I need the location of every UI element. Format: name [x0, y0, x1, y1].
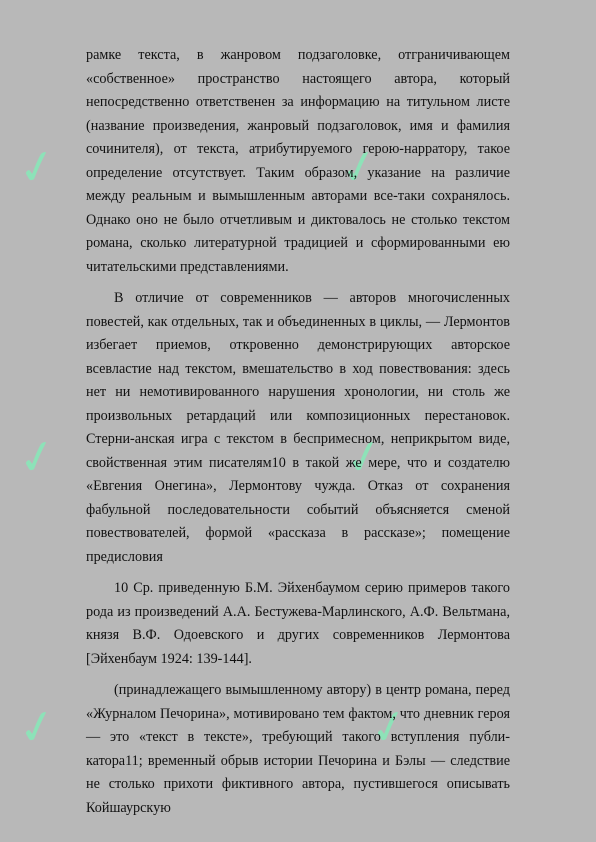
paragraph: (принадлежащего вымышленному автору) в центр романа, перед «Журналом Печорина», мотивировано тем фактом, что дневник героя — это «текст в тексте», требующий такого вступления публи-катора11; временный обрыв истории Печорина и Бэлы — следствие не столько прихоти фиктивного автора, пустившегося описывать Койшаурскую — [86, 682, 510, 816]
paragraph-continuation: рамке текста, в жанровом подзаголовке, отграничивающем «собственное» пространство настоящего автора, который непосредственно ответственен за информацию на титульном листе (название произведения, жанровый подзаголовок, имя и фамилия сочинителя), от текста, атрибутируемого герою-нарратору, такое определение отсутствует. Таким образом, указание на различие между реальным и вымышленным авторами все-таки сохранялось. Однако оно не было отчетливым и диктовалось не столько текстом романа, сколько литературной традицией и сформированными ею читательскими представлениями. — [86, 47, 510, 275]
watermark-mark: ✓ — [339, 426, 389, 488]
watermark-mark: ✓ — [364, 696, 414, 758]
body-text — [86, 44, 510, 820]
watermark-mark: ✓ — [334, 136, 384, 198]
watermark-mark: ✓ — [12, 426, 62, 488]
paragraph: В отличие от современников — авторов многочисленных повестей, как отдельных, так и объединенных в циклы, — Лермонтов избегает приемов, откровенно демонстрирующих авторское всевластие над текстом, вмешательство в ход повествования: здесь нет ни немотивированного нарушения хронологии, ни столь же произвольных ретардаций или композиционных перестановок. Стерни-анская игра с текстом в беспримесном, неприкрытом виде, свойственная этим писателям10 в такой же мере, что и создателю «Евгения Онегина», Лермонтову чужда. Отказ от сохранения фабульной последовательности событий объясняется сменой повествователей, формой «рассказа в рассказе»; помещение предисловия — [86, 290, 510, 565]
watermark-mark: ✓ — [12, 136, 62, 198]
watermark-mark: ✓ — [12, 696, 62, 758]
footnote: 10 Ср. приведенную Б.М. Эйхенбаумом серию примеров такого рода из произведений А.А. Бестужева-Марлинского, А.Ф. Вельтмана, князя В.Ф. Одоевского и других современников Лермонтова [Эйхенбаум 1924: 139-144]. — [86, 580, 510, 667]
